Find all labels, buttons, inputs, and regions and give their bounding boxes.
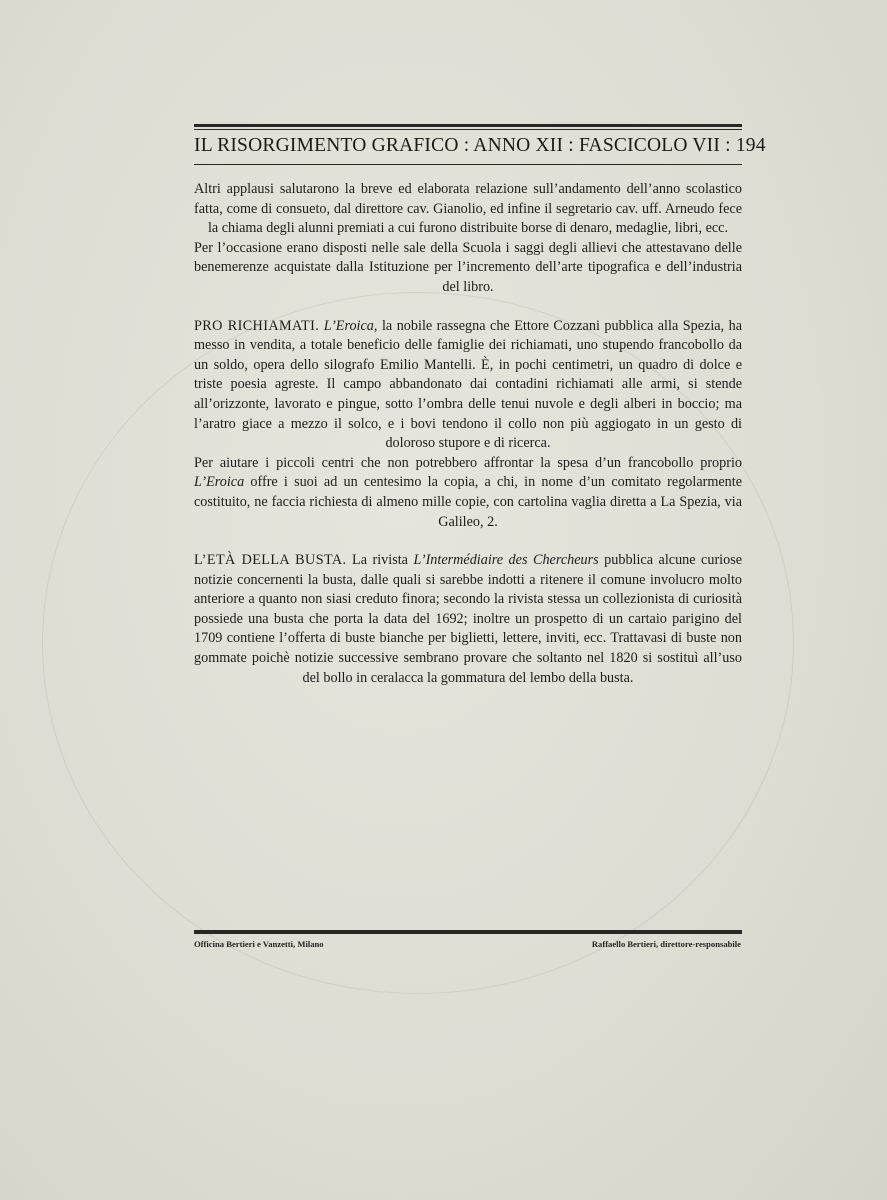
header-rule bbox=[194, 164, 742, 165]
printer-credit: Officina Bertieri e Vanzetti, Milano bbox=[194, 939, 324, 949]
title-eroica: L’Eroica bbox=[194, 474, 245, 491]
article-body bbox=[194, 180, 742, 688]
paragraph-eta-della-busta bbox=[194, 551, 742, 688]
paragraph-awards: Altri applausi salutarono la breve ed elaborata relazione sull’andamento dell’anno scolastico fatta, come di consueto, dal direttore cav. Gianolio, ed infine il segretario cav. uff. Arneudo fece la chiama degli alunni premiati a cui furono distribuite borse di denaro, medaglie, libri, ecc. bbox=[194, 181, 742, 237]
paragraph-text: La rivista bbox=[352, 552, 408, 569]
section-heading-busta: L’ETÀ DELLA BUSTA. bbox=[194, 552, 347, 569]
paragraph-text: offre i suoi ad un centesimo la copia, a chi, in nome d’un comitato regolarmente costituito, ne faccia richiesta di almeno mille copie, con cartolina vaglia diretta a La Spezia, via Galileo, 2. bbox=[194, 474, 743, 530]
paragraph-text: pubblica alcune curiose notizie concernenti la busta, dalle quali si sarebbe indotti a ritenere il comune involucro molto anteriore a quanto non siasi creduto finora; secondo la rivista stessa un collezionista di curiosità possiede una busta che porta la data del 1692; inoltre un prospetto di un cartaio parigino del 1709 contiene l’offerta di buste bianche per biglietti, lettere, inviti, ecc. Trattavasi di buste non gommate poichè notizie successive sembrano provare che soltanto nel 1820 si sostituì all’uso del bollo in ceralacca la gommatura del lembo della busta. bbox=[194, 552, 743, 686]
header-double-rule bbox=[194, 124, 742, 130]
paragraph-francobollo bbox=[194, 454, 742, 532]
paragraph-exhibition: Per l’occasione erano disposti nelle sale della Scuola i saggi degli allievi che attestavano delle benemerenze acquistate dalla Istituzione per l’incremento dell’arte tipografica e dell’industria del libro. bbox=[194, 239, 742, 295]
editor-credit: Raffaello Bertieri, direttore-responsabile bbox=[591, 939, 741, 949]
running-header: IL RISORGIMENTO GRAFICO : ANNO XII : FASCICOLO VII : 194 bbox=[194, 135, 766, 156]
paragraph-text: la nobile rassegna che Ettore Cozzani pubblica alla Spezia, ha messo in vendita, a totale beneficio delle famiglie dei richiamati, uno stupendo francobollo da un soldo, opera dello silografo Emilio Mantelli. È, in pochi centimetri, un quadro di dolce e triste poesia agreste. Il campo abbandonato dai contadini richiamati alle armi, si stende all’orizzonte, lavorato e pingue, sotto l’ombra delle tenui nuvole e degli alberi in boccio; ma l’aratro giace a mezzo il solco, e i bovi tendono il collo non più aggiogato in un gesto di doloroso stupore e di ricerca. bbox=[194, 317, 743, 452]
footer-double-rule bbox=[194, 928, 742, 934]
paragraph-pro-richiamati bbox=[194, 317, 742, 454]
paragraph-text: Per aiutare i piccoli centri che non potrebbero affrontar la spesa d’un francobollo proprio bbox=[194, 454, 742, 471]
title-eroica: L’Eroica, bbox=[323, 317, 378, 334]
title-intermediaire: L’Intermédiaire des Chercheurs bbox=[413, 552, 599, 569]
section-heading-pro-richiamati: PRO RICHIAMATI. bbox=[194, 317, 320, 334]
